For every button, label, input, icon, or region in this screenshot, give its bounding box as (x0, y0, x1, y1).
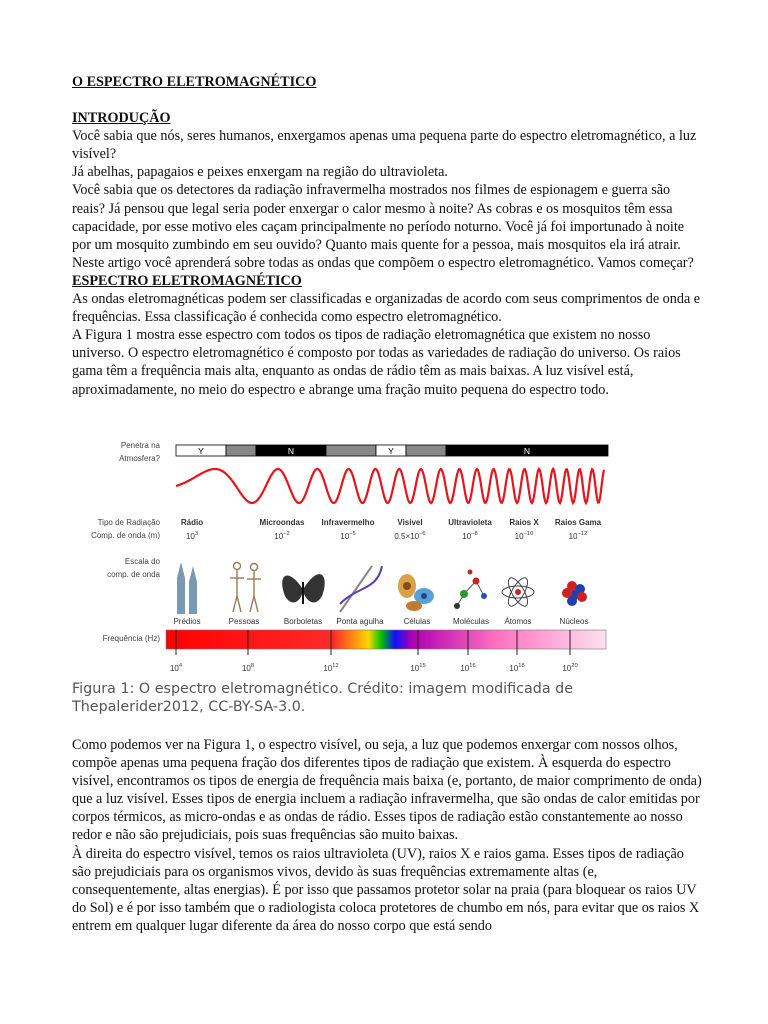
frequency-value (323, 663, 338, 673)
frequency-value (170, 663, 183, 673)
scale-object-label: Núcleos (559, 617, 589, 626)
body-paragraph-1: Como podemos ver na Figura 1, o espectro visível, ou seja, a luz que podemos enxergar com nossos olhos, compõe apenas uma pequena fração dos diferentes tipos de radiação que existem. À esquerda do espectro visível, encontramos os tipos de energia de frequência mais baixa (e, portanto, de maior comprimento de onda) que a luz visível. Esses tipos de energia incluem a radiação infravermelha, que são ondas de calor emitidas por corpos térmicos, as micro-ondas e as ondas de rádio. Esses tipos de radiação estão constantemente ao nosso redor e não são prejudiciais, pois suas frequências são muito baixas. (72, 737, 702, 844)
spectrum-heading: ESPECTRO ELETROMAGNÉTICO (72, 272, 302, 289)
figure-caption: Figura 1: O espectro eletromagnético. Crédito: imagem modificada de Thepalerider2012, CC-BY-SA-3.0. (72, 681, 573, 715)
scale-object-label: Prédios (173, 617, 201, 626)
molecules-icon (454, 570, 487, 610)
wavelength-value-base: 10 (568, 532, 578, 541)
frequency-value-exp: 16 (469, 663, 476, 669)
atmosphere-bar (176, 445, 608, 456)
wavelength-value (515, 531, 534, 541)
body-paragraph-2: À direita do espectro visível, temos os raios ultravioleta (UV), raios X e raios gama. Esses tipos de radiação são prejudiciais para os organismos vivos, devido às suas frequências extremamente altas (e, consequentemente, altas energias). É por isso que passamos protetor solar na praia (para bloquear os raios UV do Sol) e é por isso também que o radiologista coloca protetores de chumbo em nós, para evitar que os raios X entrem em qualquer lugar diferente da área do nosso corpo que está sendo (72, 845, 700, 934)
bottom-section (72, 736, 702, 935)
intro-paragraph-4: Neste artigo você aprenderá sobre todas as ondas que compõem o espectro eletromagnético. Vamos começar? (72, 254, 694, 271)
atmosphere-segment-label: N (523, 446, 531, 456)
radiation-type: Microondas (259, 518, 305, 527)
wavelength-value (462, 531, 477, 541)
frequency-value (242, 663, 254, 673)
frequency-value-exp: 12 (332, 663, 339, 669)
wavelength-value-exp: −6 (419, 531, 426, 537)
spectrum-paragraph-1: As ondas eletromagnéticas podem ser classificadas e organizadas de acordo com seus comprimentos de onda e frequências. Essa classificação é conhecida como espectro eletromagnético. (72, 291, 701, 326)
radiation-type: Ultravioleta (448, 518, 492, 527)
frequency-label: Frequência (Hz) (102, 634, 160, 643)
wavelength-value-base: 10 (340, 532, 350, 541)
wavelength-value-base: 10 (514, 532, 524, 541)
intro-paragraph-2: Já abelhas, papagaios e peixes enxergam na região do ultravioleta. (72, 164, 448, 181)
cells-icon (398, 574, 434, 611)
frequency-value (509, 663, 524, 673)
intro-paragraph-1: Você sabia que nós, seres humanos, enxergamos apenas uma pequena parte do espectro eletromagnético, a luz visível? (72, 128, 697, 163)
frequency-value-base: 10 (169, 664, 179, 673)
buildings-icon (177, 562, 197, 614)
atmosphere-segment-label: Y (198, 446, 204, 456)
scale-label-2: comp. de onda (107, 570, 160, 579)
frequency-gradient-bar (166, 630, 606, 649)
spectrum-figure (72, 436, 612, 681)
frequency-value-base: 10 (509, 664, 519, 673)
frequency-value (562, 663, 577, 673)
wavelength-value-exp: −10 (523, 531, 534, 537)
wavelength-value (340, 531, 355, 541)
frequency-value-base: 10 (410, 664, 420, 673)
intro-heading: INTRODUÇÃO (72, 110, 171, 127)
radiation-type-row-label: Tipo de Radiação (97, 518, 160, 527)
frequency-value-exp: 18 (518, 663, 525, 669)
atmosphere-segment-label: Y (388, 446, 394, 456)
scale-label-1: Escala do (124, 557, 160, 566)
spectrum-paragraph-2: A Figura 1 mostra esse espectro com todos os tipos de radiação eletromagnética que existem no nosso universo. O espectro eletromagnético é composto por todas as variedades de radiação do universo. Os raios gama têm a frequência mais alta, enquanto as ondas de rádio têm as mais baixas. A luz visível está, aproximadamente, no meio do espectro e abrange uma fração muito pequena do espectro todo. (72, 327, 681, 398)
intro-paragraph-3: Você sabia que os detectores da radiação infravermelha mostrados nos filmes de espionagem e guerra são reais? Já pensou que legal seria poder enxergar o calor mesmo à noite? As cobras e os mosquitos têm essa capacidade, por esse motivo eles caçam principalmente no período noturno. Você já foi importunado à noite por um mosquito zumbindo em seu ouvido? Quanto mais quente for a pessoa, mais mosquitos ela irá atrair. (72, 182, 685, 253)
people-icon (230, 563, 261, 613)
radiation-types (181, 518, 602, 527)
atmosphere-segment-label: N (287, 446, 295, 456)
document-title: O ESPECTRO ELETROMAGNÉTICO (72, 74, 317, 90)
wavelength-value-base: 10 (462, 532, 472, 541)
wavelength-row-label: Comp. de onda (m) (91, 531, 160, 540)
atmosphere-segment (226, 445, 256, 456)
scale-object-label: Átomos (504, 617, 532, 626)
wavelength-value-exp: −5 (349, 531, 356, 537)
scale-object-label: Borboletas (283, 617, 323, 626)
scale-object-label: Pessoas (228, 617, 260, 626)
frequency-value-exp: 20 (571, 663, 578, 669)
atom-icon (502, 575, 534, 609)
scale-object-label: Ponta agulha (336, 617, 384, 626)
penetrates-label-1: Penetra na (120, 441, 160, 450)
wavelength-value-base: 10 (274, 532, 284, 541)
frequency-value-exp: 4 (178, 663, 183, 669)
frequency-value-exp: 15 (419, 663, 426, 669)
wavelength-value-exp: 3 (194, 531, 199, 537)
atmosphere-segment (406, 445, 446, 456)
wave-curve (176, 469, 604, 503)
frequency-value-base: 10 (562, 664, 572, 673)
scale-object-label: Moléculas (452, 617, 490, 626)
frequency-value-base: 10 (241, 664, 251, 673)
top-section (72, 73, 702, 399)
atmosphere-segment (326, 445, 376, 456)
scale-object-label: Células (403, 617, 431, 626)
radiation-type: Infravermelho (321, 518, 375, 527)
radiation-type: Rádio (180, 518, 204, 527)
frequency-value-base: 10 (460, 664, 470, 673)
wavelength-value-exp: −2 (283, 531, 290, 537)
frequency-value (460, 663, 475, 673)
radiation-type: Raios Gama (554, 518, 602, 527)
wavelength-value (569, 531, 588, 541)
wavelength-value (274, 531, 289, 541)
wavelength-values (186, 531, 587, 541)
butterfly-icon (282, 574, 325, 604)
frequency-value-base: 10 (323, 664, 333, 673)
frequency-value (410, 663, 425, 673)
needle-icon (340, 566, 382, 612)
frequency-value-exp: 8 (250, 663, 255, 669)
radiation-type: Raios X (509, 518, 539, 527)
wavelength-value-exp: −12 (577, 531, 588, 537)
wavelength-value-exp: −8 (471, 531, 478, 537)
scale-objects (173, 617, 588, 626)
wavelength-value-base: 10 (185, 532, 195, 541)
wavelength-value (394, 531, 425, 541)
penetrates-label-2: Atmosfera? (119, 454, 160, 463)
wavelength-value (186, 531, 198, 541)
wavelength-value-base: 0.5×10 (394, 532, 420, 541)
nucleus-icon (562, 581, 587, 606)
radiation-type: Visível (397, 518, 423, 527)
